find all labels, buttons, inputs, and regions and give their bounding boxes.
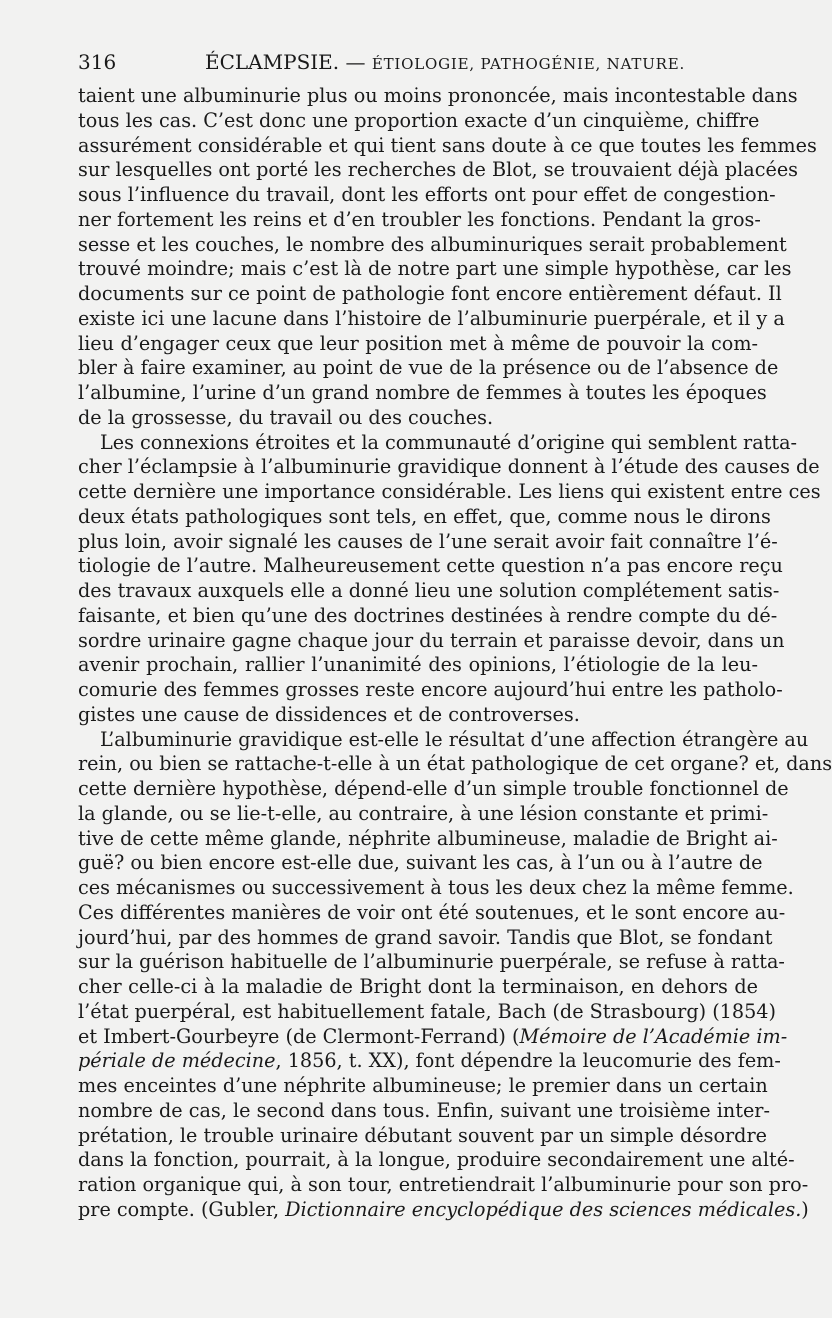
page-number: 316 xyxy=(78,50,117,74)
text-segment: et Imbert-Gourbeyre (de Clermont-Ferrand) ( xyxy=(78,1024,520,1048)
text-line: prétation, le trouble urinaire débutant souvent par un simple désordre xyxy=(78,1123,767,1147)
text-line: sous l’influence du travail, dont les efforts ont pour effet de congestion- xyxy=(78,183,776,206)
text-line: Les connexions étroites et la communauté d’origine qui semblent ratta- xyxy=(100,430,798,454)
text-line: faisante, et bien qu’une des doctrines destinées à rendre compte du dé- xyxy=(78,603,778,627)
text-line: tiologie de l’autre. Malheureusement cette question n’a pas encore reçu xyxy=(78,554,783,578)
page-header xyxy=(78,46,758,78)
text-line: rein, ou bien se rattache-t-elle à un état pathologique de cet organe? et, dans xyxy=(78,752,832,776)
text-line: guë? ou bien encore est-elle due, suivant les cas, à l’un ou à l’autre de xyxy=(78,851,763,875)
citation-title: Dictionnaire encyclopédique des sciences médicales. xyxy=(285,1197,802,1221)
running-head-subtitle: ÉTIOLOGIE, PATHOGÉNIE, NATURE. xyxy=(371,55,686,73)
text-line: assurément considérable et qui tient sans doute à ce que toutes les femmes xyxy=(78,133,817,157)
text-line: existe ici une lacune dans l’histoire de l’albuminurie puerpérale, et il y a xyxy=(78,306,785,330)
text-line: l’état puerpéral, est habituellement fatale, Bach (de Strasbourg) (1854) xyxy=(78,999,776,1023)
text-line: plus loin, avoir signalé les causes de l’une serait avoir fait connaître l’é- xyxy=(78,529,778,553)
text-line xyxy=(78,1024,788,1050)
text-line: ces mécanismes ou successivement à tous les deux chez la même femme. xyxy=(78,876,794,899)
text-line: documents sur ce point de pathologie font encore entièrement défaut. Il xyxy=(78,282,782,305)
text-line: cher l’éclampsie à l’albuminurie gravidique donnent à l’étude des causes de xyxy=(78,455,820,479)
text-line: ner fortement les reins et d’en troubler les fonctions. Pendant la gros- xyxy=(78,207,761,231)
text-line: cette dernière hypothèse, dépend-elle d’un simple trouble fonctionnel de xyxy=(78,777,789,800)
text-line: sordre urinaire gagne chaque jour du terrain et paraisse devoir, dans un xyxy=(78,628,785,652)
text-line: mes enceintes d’une néphrite albumineuse; le premier dans un certain xyxy=(78,1074,768,1097)
text-line xyxy=(78,1049,781,1074)
text-line: sesse et les couches, le nombre des albuminuriques serait probablement xyxy=(78,232,787,256)
text-line: jourd’hui, par des hommes de grand savoir. Tandis que Blot, se fondant xyxy=(78,925,773,949)
text-line: sur lesquelles ont porté les recherches de Blot, se trouvaient déjà placées xyxy=(78,158,799,182)
text-line: lieu d’engager ceux que leur position met à même de pouvoir la com- xyxy=(78,331,758,355)
running-head xyxy=(205,46,685,80)
text-line: Ces différentes manières de voir ont été soutenues, et le sont encore au- xyxy=(78,900,786,924)
text-line: taient une albuminurie plus ou moins prononcée, mais incontestable dans xyxy=(78,84,798,107)
text-line: gistes une cause de dissidences et de controverses. xyxy=(78,702,580,726)
text-line: sur la guérison habituelle de l’albuminurie puerpérale, se refuse à ratta- xyxy=(78,950,785,974)
body-text xyxy=(78,84,832,1223)
text-line: nombre de cas, le second dans tous. Enfin, suivant une troisième inter- xyxy=(78,1098,770,1122)
text-segment: ) xyxy=(801,1197,809,1221)
text-line: des travaux auxquels elle a donné lieu une solution complétement satis- xyxy=(78,579,780,602)
text-line: comurie des femmes grosses reste encore aujourd’hui entre les patholo- xyxy=(78,678,783,701)
running-head-main: ÉCLAMPSIE. xyxy=(205,50,340,74)
running-head-separator: — xyxy=(339,50,372,74)
text-line: dans la fonction, pourrait, à la longue, produire secondairement une alté- xyxy=(78,1148,795,1172)
citation-title: Mémoire de l’Académie im- xyxy=(519,1024,788,1048)
text-line: L’albuminurie gravidique est-elle le résultat d’une affection étrangère au xyxy=(100,727,809,751)
text-line: tive de cette même glande, néphrite albumineuse, maladie de Bright ai- xyxy=(78,826,778,850)
text-line: deux états pathologiques sont tels, en effet, que, comme nous le dirons xyxy=(78,504,771,528)
text-line: de la grossesse, du travail ou des couches. xyxy=(78,405,494,429)
text-line: bler à faire examiner, au point de vue de la présence ou de l’absence de xyxy=(78,356,779,380)
citation-title: périale de médecine xyxy=(78,1049,276,1073)
text-line xyxy=(78,1197,809,1223)
text-line: ration organique qui, à son tour, entretiendrait l’albuminurie pour son pro- xyxy=(78,1173,809,1196)
text-line: avenir prochain, rallier l’unanimité des opinions, l’étiologie de la leu- xyxy=(78,653,758,677)
text-line: trouvé moindre; mais c’est là de notre part une simple hypothèse, car les xyxy=(78,257,792,281)
text-line: l’albumine, l’urine d’un grand nombre de femmes à toutes les époques xyxy=(78,381,767,404)
text-line: la glande, ou se lie-t-elle, au contraire, à une lésion constante et primi- xyxy=(78,801,769,825)
text-line: cette dernière une importance considérable. Les liens qui existent entre ces xyxy=(78,480,821,503)
text-line: cher celle-ci à la maladie de Bright dont la terminaison, en dehors de xyxy=(78,975,758,998)
text-segment: pre compte. (Gubler, xyxy=(78,1197,286,1221)
text-line: tous les cas. C’est donc une proportion exacte d’un cinquième, chiffre xyxy=(78,108,760,132)
text-segment: , 1856, t. XX), font dépendre la leucomurie des fem- xyxy=(275,1049,781,1073)
